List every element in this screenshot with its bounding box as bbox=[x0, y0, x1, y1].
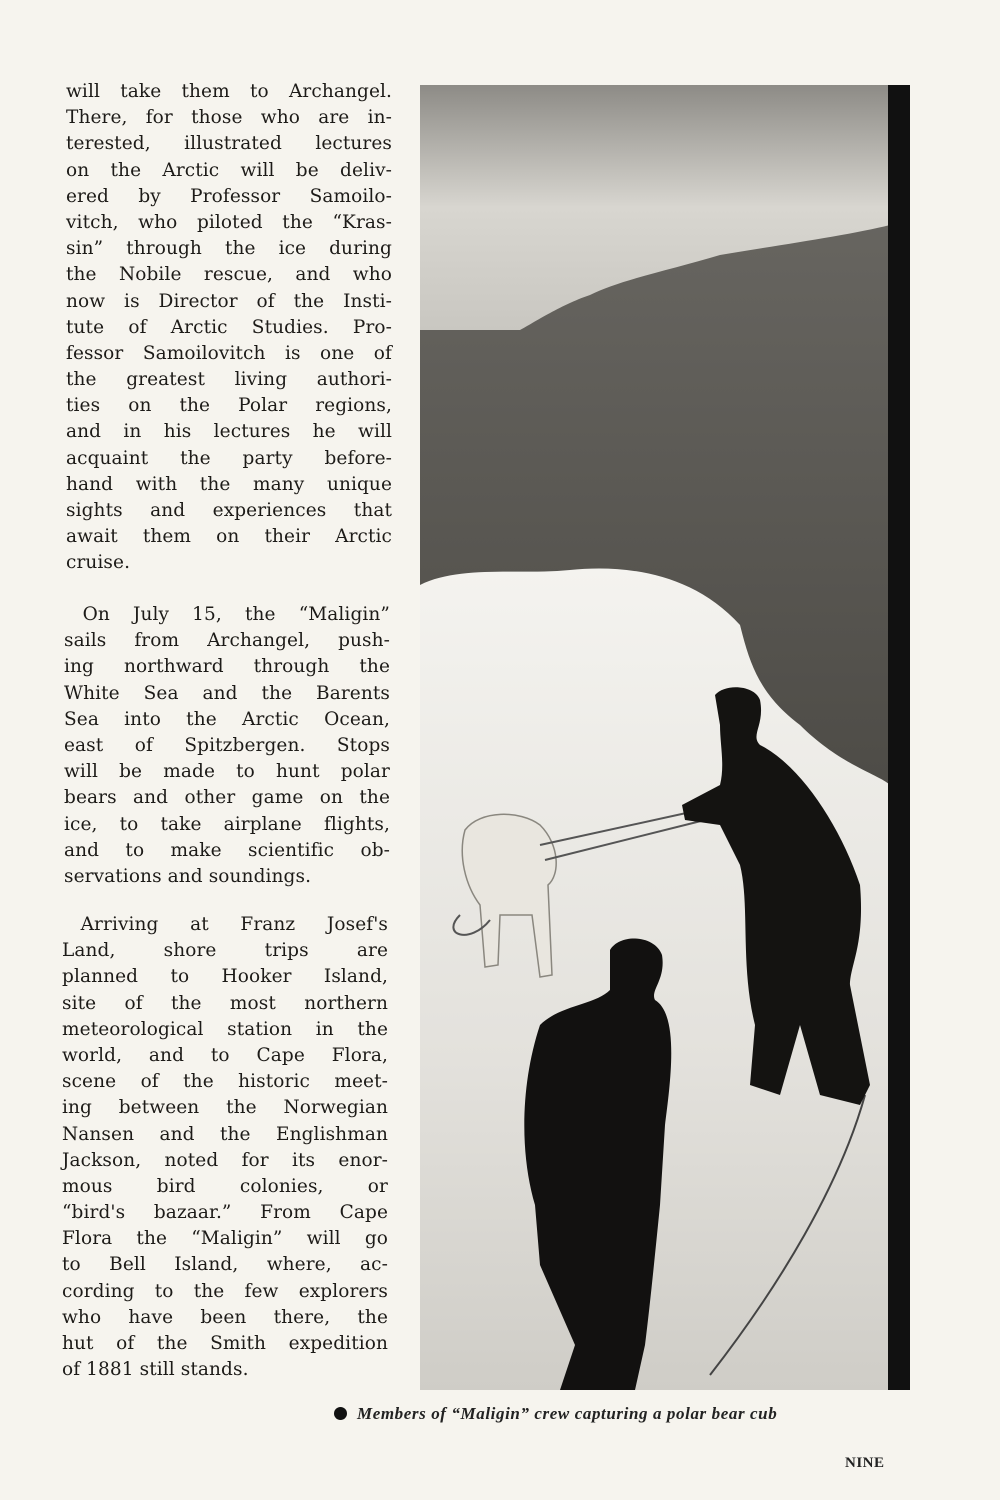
text-line: ing between the Norwegian bbox=[62, 1097, 388, 1119]
text-line: hut of the Smith expedition bbox=[62, 1333, 388, 1354]
text-line: ties on the Polar regions, bbox=[66, 395, 392, 417]
text-line: tute of Arctic Studies. Pro- bbox=[66, 316, 392, 338]
text-line: meteorological station in the bbox=[62, 1018, 388, 1040]
paragraph-1 bbox=[66, 79, 392, 577]
text-line: will be made to hunt polar bbox=[64, 761, 390, 783]
text-line: ice, to take airplane flights, bbox=[64, 813, 390, 835]
text-line: cruise. bbox=[66, 552, 131, 574]
text-line: world, and to Cape Flora, bbox=[62, 1044, 388, 1066]
caption-text: Members of “Maligin” crew capturing a polar bear cub bbox=[357, 1404, 778, 1423]
text-line: sights and experiences that bbox=[66, 500, 392, 521]
text-line: acquaint the party before- bbox=[66, 447, 392, 469]
text-line: of 1881 still stands. bbox=[62, 1359, 249, 1381]
page-number: NINE bbox=[845, 1455, 885, 1471]
text-line: servations and soundings. bbox=[64, 865, 312, 887]
text-line: terested, illustrated lectures bbox=[66, 133, 392, 155]
text-line: on the Arctic will be deliv- bbox=[66, 159, 392, 181]
text-line: the greatest living authori- bbox=[66, 369, 392, 391]
text-line: ered by Professor Samoilo- bbox=[66, 185, 392, 207]
bullet-icon bbox=[334, 1407, 347, 1420]
text-line: planned to Hooker Island, bbox=[62, 966, 388, 988]
text-line: sin” through the ice during bbox=[66, 238, 392, 260]
text-line: “bird's bazaar.” From Cape bbox=[62, 1202, 388, 1224]
paragraph-3 bbox=[62, 912, 388, 1383]
text-line: and in his lectures he will bbox=[66, 421, 392, 443]
text-line: site of the most northern bbox=[62, 992, 388, 1014]
text-line: ing northward through the bbox=[64, 656, 390, 678]
text-line: Flora the “Maligin” will go bbox=[62, 1228, 388, 1250]
photo-caption bbox=[334, 1404, 914, 1424]
photo-polar-bear-capture bbox=[420, 85, 910, 1390]
text-line: east of Spitzbergen. Stops bbox=[64, 734, 390, 756]
text-line: mous bird colonies, or bbox=[62, 1175, 388, 1197]
text-line: now is Director of the Insti- bbox=[66, 290, 392, 312]
text-line: scene of the historic meet- bbox=[62, 1071, 388, 1093]
text-line: Sea into the Arctic Ocean, bbox=[64, 708, 390, 730]
text-line: Nansen and the Englishman bbox=[62, 1123, 388, 1145]
text-line: Land, shore trips are bbox=[62, 940, 388, 962]
text-line: to Bell Island, where, ac- bbox=[62, 1254, 388, 1276]
text-line: await them on their Arctic bbox=[66, 526, 392, 548]
text-line: Arriving at Franz Josef's bbox=[62, 914, 388, 935]
text-line: White Sea and the Barents bbox=[64, 682, 390, 704]
text-line: sails from Archangel, push- bbox=[64, 630, 390, 652]
text-line: vitch, who piloted the “Kras- bbox=[66, 211, 392, 233]
text-line: the Nobile rescue, and who bbox=[66, 264, 392, 286]
paragraph-2 bbox=[64, 602, 390, 890]
text-line: hand with the many unique bbox=[66, 473, 392, 495]
text-line: fessor Samoilovitch is one of bbox=[66, 342, 392, 364]
text-line: and to make scientific ob- bbox=[64, 839, 390, 861]
text-line: cording to the few explorers bbox=[62, 1280, 388, 1302]
text-line: who have been there, the bbox=[62, 1306, 388, 1328]
text-line: There, for those who are in- bbox=[66, 107, 392, 129]
text-line: will take them to Archangel. bbox=[66, 81, 392, 102]
text-line: bears and other game on the bbox=[64, 787, 390, 809]
text-line: On July 15, the “Maligin” bbox=[64, 604, 390, 625]
text-line: Jackson, noted for its enor- bbox=[62, 1149, 388, 1171]
